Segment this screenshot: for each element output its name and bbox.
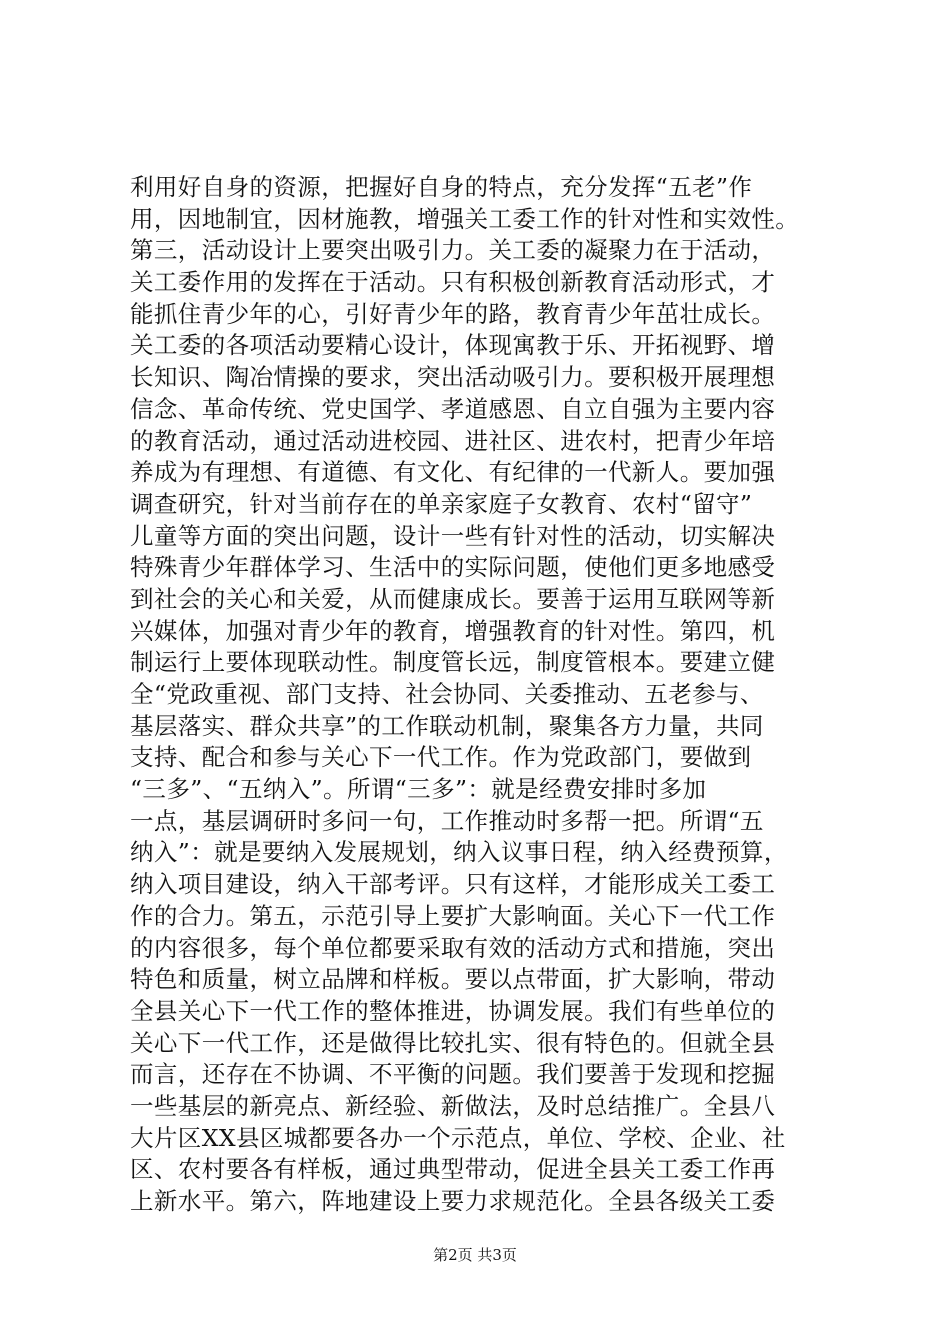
- text-line: 作的合力。第五，示范引导上要扩大影响面。关心下一代工作: [130, 901, 776, 930]
- text-line: 一些基层的新亮点、新经验、新做法，及时总结推广。全县八: [130, 1091, 776, 1120]
- page-number-footer: 第2页 共3页: [433, 1246, 517, 1264]
- text-line: 的教育活动，通过活动进校园、进社区、进农村，把青少年培: [130, 426, 776, 455]
- text-line: 关工委的各项活动要精心设计，体现寓教于乐、开拓视野、增: [130, 331, 776, 360]
- text-line: 而言，还存在不协调、不平衡的问题。我们要善于发现和挖掘: [130, 1060, 776, 1089]
- text-line: 调查研究，针对当前存在的单亲家庭子女教育、农村“留守”: [130, 489, 753, 518]
- text-line: 特殊青少年群体学习、生活中的实际问题，使他们更多地感受: [130, 553, 776, 582]
- text-line: “三多”、“五纳入”。所谓“三多”：就是经费安排时多加: [130, 775, 707, 804]
- text-line: 区、农村要各有样板，通过典型带动，促进全县关工委工作再: [130, 1155, 776, 1184]
- text-line: 纳入项目建设，纳入干部考评。只有这样，才能形成关工委工: [130, 870, 776, 899]
- text-line: 全县关心下一代工作的整体推进，协调发展。我们有些单位的: [130, 996, 776, 1025]
- text-line: 关工委作用的发挥在于活动。只有积极创新教育活动形式，才: [130, 268, 776, 297]
- text-line: 到社会的关心和关爱，从而健康成长。要善于运用互联网等新: [130, 584, 776, 613]
- text-line: 兴媒体，加强对青少年的教育，增强教育的针对性。第四，机: [130, 616, 776, 645]
- text-line: 用，因地制宜，因材施教，增强关工委工作的针对性和实效性。: [130, 204, 800, 233]
- text-line: 一点，基层调研时多问一句，工作推动时多帮一把。所谓“五: [130, 806, 764, 835]
- text-line: 基层落实、群众共享”的工作联动机制，聚集各方力量，共同: [130, 711, 764, 740]
- body-paragraph: [130, 172, 830, 1218]
- text-line: 全“党政重视、部门支持、社会协同、关委推动、五老参与、: [130, 680, 764, 708]
- text-line: 特色和质量，树立品牌和样板。要以点带面，扩大影响，带动: [130, 965, 776, 994]
- text-line: 的内容很多，每个单位都要采取有效的活动方式和措施，突出: [130, 933, 776, 962]
- text-line: 信念、革命传统、党史国学、孝道感恩、自立自强为主要内容: [130, 394, 776, 423]
- text-line: 纳入”：就是要纳入发展规划，纳入议事日程，纳入经费预算，: [130, 838, 788, 867]
- text-line: 儿童等方面的突出问题，设计一些有针对性的活动，切实解决: [130, 521, 776, 550]
- text-line: 第三，活动设计上要突出吸引力。关工委的凝聚力在于活动，: [130, 236, 776, 265]
- text-line: 关心下一代工作，还是做得比较扎实、很有特色的。但就全县: [130, 1028, 776, 1057]
- text-line: 利用好自身的资源，把握好自身的特点，充分发挥“五老”作: [130, 173, 753, 201]
- text-line: 制运行上要体现联动性。制度管长远，制度管根本。要建立健: [130, 648, 776, 677]
- text-line: 能抓住青少年的心，引好青少年的路，教育青少年茁壮成长。: [130, 299, 776, 328]
- text-line: 上新水平。第六，阵地建设上要力求规范化。全县各级关工委: [130, 1187, 776, 1215]
- text-line: 大片区XX县区城都要各办一个示范点，单位、学校、企业、社: [130, 1123, 786, 1152]
- text-line: 养成为有理想、有道德、有文化、有纪律的一代新人。要加强: [130, 458, 776, 487]
- text-line: 长知识、陶冶情操的要求，突出活动吸引力。要积极开展理想: [130, 363, 776, 392]
- text-line: 支持、配合和参与关心下一代工作。作为党政部门，要做到: [130, 743, 752, 772]
